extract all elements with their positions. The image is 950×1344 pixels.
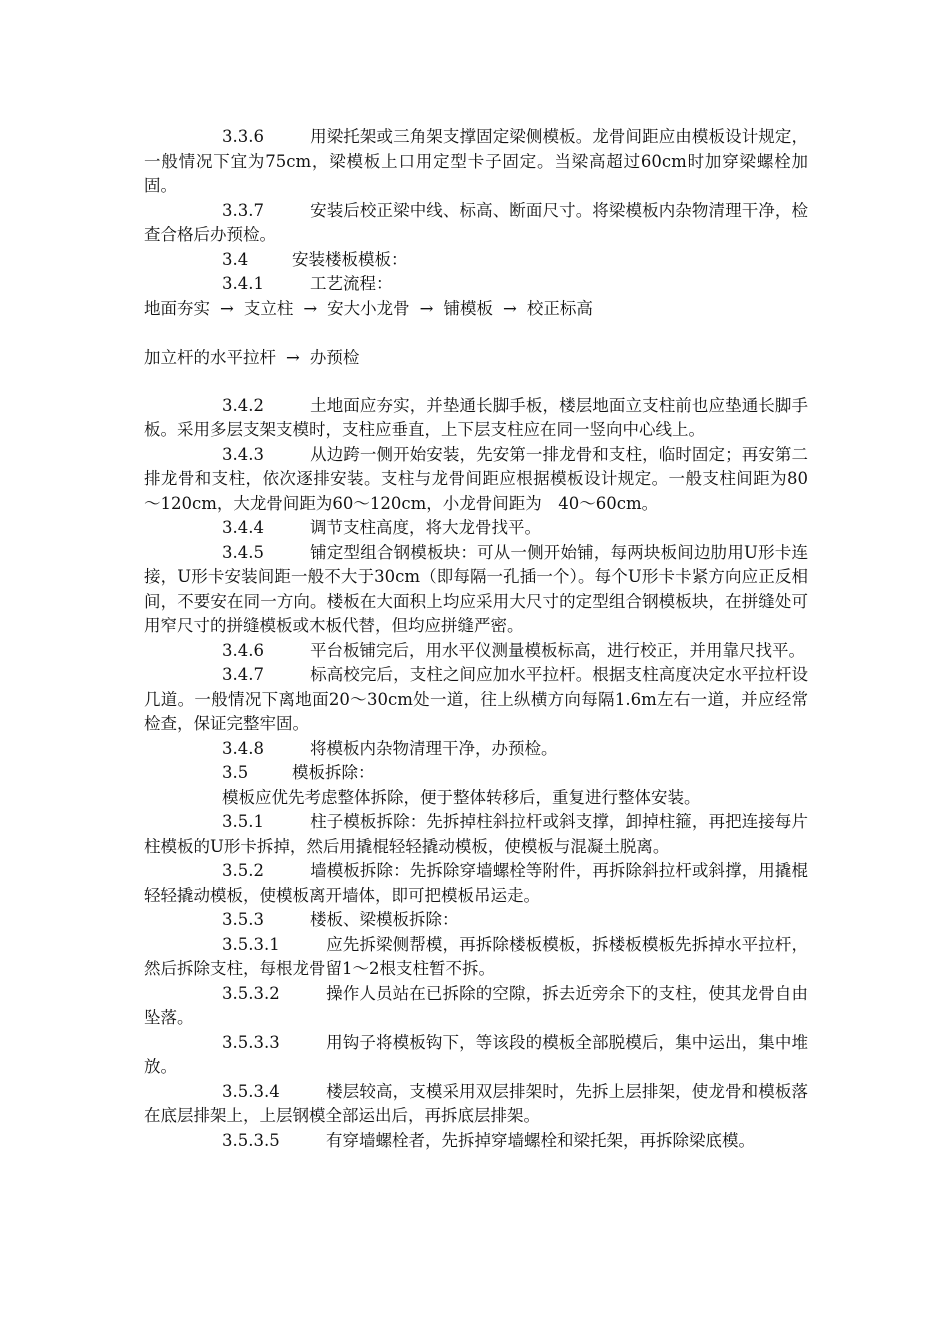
clause-3-4-7: [144, 663, 808, 737]
clause-text: 土地面应夯实，并垫通长脚手板，楼层地面立支柱前也应垫通长脚手板。采用多层支架支模时，支柱应垂直，上下层支柱应在同一竖向中心线上。: [144, 395, 808, 439]
clause-3-4: [144, 248, 808, 273]
flow-step: 校正标高: [526, 298, 593, 318]
clause-3-5-3-5: [144, 1129, 808, 1154]
clause-3-3-6: [144, 125, 808, 199]
process-flow-line-2: [144, 346, 808, 371]
clause-text: 柱子模板拆除：先拆掉柱斜拉杆或斜支撑，卸掉柱箍，再把连接每片柱模板的U形卡拆掉，然后用撬棍轻轻撬动模板，使模板与混凝土脱离。: [144, 812, 808, 856]
clause-text: 铺定型组合钢模板块：可从一侧开始铺，每两块板间边肋用U形卡连接，U形卡安装间距一般不大于30cm（即每隔一孔插一个）。每个U形卡卡紧方向应正反相间，不要安在同一方向。楼板在大面积上均应采用大尺寸的定型组合钢模板块，在拼缝处可用窄尺寸的拼缝模板或木板代替，但均应拼缝严密。: [144, 542, 808, 635]
clause-number: 3.4.5: [222, 542, 264, 562]
clause-text: 用钩子将模板钩下，等该段的模板全部脱模后，集中运出，集中堆放。: [144, 1032, 808, 1076]
clause-3-5-3-3: [144, 1031, 808, 1080]
clause-3-5-3-2: [144, 982, 808, 1031]
clause-text: 平台板铺完后，用水平仪测量模板标高，进行校正，并用靠尺找平。: [310, 640, 805, 660]
clause-3-4-2: [144, 394, 808, 443]
clause-3-4-1: [144, 272, 808, 297]
clause-3-4-6: [144, 639, 808, 664]
clause-3-5-intro: [144, 786, 808, 811]
clause-text: 有穿墙螺栓者，先拆掉穿墙螺栓和梁托架，再拆除梁底模。: [326, 1130, 755, 1150]
arrow-right-icon: →: [502, 298, 517, 318]
clause-number: 3.5.1: [222, 812, 264, 831]
clause-number: 3.4.6: [222, 640, 264, 660]
clause-3-5: [144, 761, 808, 786]
clause-text: 应先拆梁侧帮模，再拆除楼板模板，拆楼板模板先拆掉水平拉杆，然后拆除支柱，每根龙骨留1～2根支柱暂不拆。: [144, 934, 808, 978]
arrow-right-icon: →: [419, 298, 434, 318]
clause-text: 将模板内杂物清理干净，办预检。: [310, 738, 558, 758]
arrow-right-icon: →: [220, 298, 234, 318]
arrow-right-icon: →: [286, 348, 300, 367]
spacer: [144, 371, 808, 394]
clause-text: 工艺流程：: [310, 274, 393, 293]
clause-number: 3.4: [222, 249, 249, 269]
flow-step: 加立杆的水平拉杆: [144, 348, 276, 367]
clause-3-4-4: [144, 516, 808, 541]
flow-step: 地面夯实: [144, 298, 210, 318]
flow-step: 铺模板: [443, 298, 493, 318]
clause-text: 楼板、梁模板拆除：: [310, 910, 459, 929]
clause-text: 标高校完后，支柱之间应加水平拉杆。根据支柱高度决定水平拉杆设几道。一般情况下离地面20～30cm处一道，往上纵横方向每隔1.6m左右一道，并应经常检查，保证完整牢固。: [144, 665, 808, 733]
clause-text: 模板应优先考虑整体拆除，便于整体转移后，重复进行整体安装。: [222, 787, 701, 807]
document-body: [144, 125, 808, 1153]
clause-number: 3.4.3: [222, 444, 264, 464]
flow-step: 支立柱: [243, 298, 294, 318]
clause-text: 楼层较高，支模采用双层排架时，先拆上层排架，使龙骨和模板落在底层排架上，上层钢模全部运出后，再拆底层排架。: [144, 1081, 808, 1125]
clause-number: 3.4.7: [222, 665, 264, 684]
clause-3-5-3-4: [144, 1080, 808, 1129]
clause-text: 用梁托架或三角架支撑固定梁侧模板。龙骨间距应由模板设计规定，一般情况下宜为75cm，梁模板上口用定型卡子固定。当梁高超过60cm时加穿梁螺栓加固。: [144, 127, 808, 195]
clause-number: 3.5.2: [222, 861, 264, 880]
spacer: [144, 321, 808, 346]
clause-number: 3.5.3.4: [222, 1081, 280, 1101]
clause-number: 3.5: [222, 763, 249, 782]
clause-number: 3.3.6: [222, 127, 264, 146]
flow-step: 办预检: [309, 348, 360, 367]
clause-number: 3.4.2: [222, 395, 264, 415]
clause-3-5-3-1: [144, 933, 808, 982]
clause-text: 模板拆除：: [292, 763, 375, 782]
clause-number: 3.3.7: [222, 200, 264, 220]
clause-3-4-5: [144, 541, 808, 639]
clause-number: 3.5.3.3: [222, 1032, 280, 1052]
clause-text: 调节支柱高度，将大龙骨找平。: [310, 518, 541, 537]
process-flow-line-1: [144, 297, 808, 322]
clause-text: 安装后校正梁中线、标高、断面尺寸。将梁模板内杂物清理干净，检查合格后办预检。: [144, 200, 808, 244]
clause-number: 3.4.4: [222, 518, 264, 537]
arrow-right-icon: →: [303, 298, 318, 318]
clause-text: 操作人员站在已拆除的空隙，拆去近旁余下的支柱，使其龙骨自由坠落。: [144, 983, 808, 1027]
clause-number: 3.5.3: [222, 910, 264, 929]
flow-step: 安大小龙骨: [327, 298, 410, 318]
clause-3-4-3: [144, 443, 808, 517]
clause-number: 3.5.3.1: [222, 934, 280, 954]
clause-text: 墙模板拆除：先拆除穿墙螺栓等附件，再拆除斜拉杆或斜撑，用撬棍轻轻撬动模板，使模板离开墙体，即可把模板吊运走。: [144, 861, 808, 905]
clause-3-3-7: [144, 199, 808, 248]
clause-number: 3.4.1: [222, 274, 264, 293]
clause-text: 从边跨一侧开始安装，先安第一排龙骨和支柱，临时固定；再安第二排龙骨和支柱，依次逐排安装。支柱与龙骨间距应根据模板设计规定。一般支柱间距为80～120cm，大龙骨间距为60～120cm，小龙骨间距为 40～60cm。: [144, 444, 808, 513]
clause-3-5-3: [144, 908, 808, 933]
clause-number: 3.4.8: [222, 738, 264, 758]
clause-number: 3.5.3.2: [222, 983, 280, 1003]
clause-3-4-8: [144, 737, 808, 762]
clause-number: 3.5.3.5: [222, 1130, 280, 1150]
clause-3-5-2: [144, 859, 808, 908]
clause-text: 安装楼板模板：: [292, 249, 408, 269]
clause-3-5-1: [144, 810, 808, 859]
